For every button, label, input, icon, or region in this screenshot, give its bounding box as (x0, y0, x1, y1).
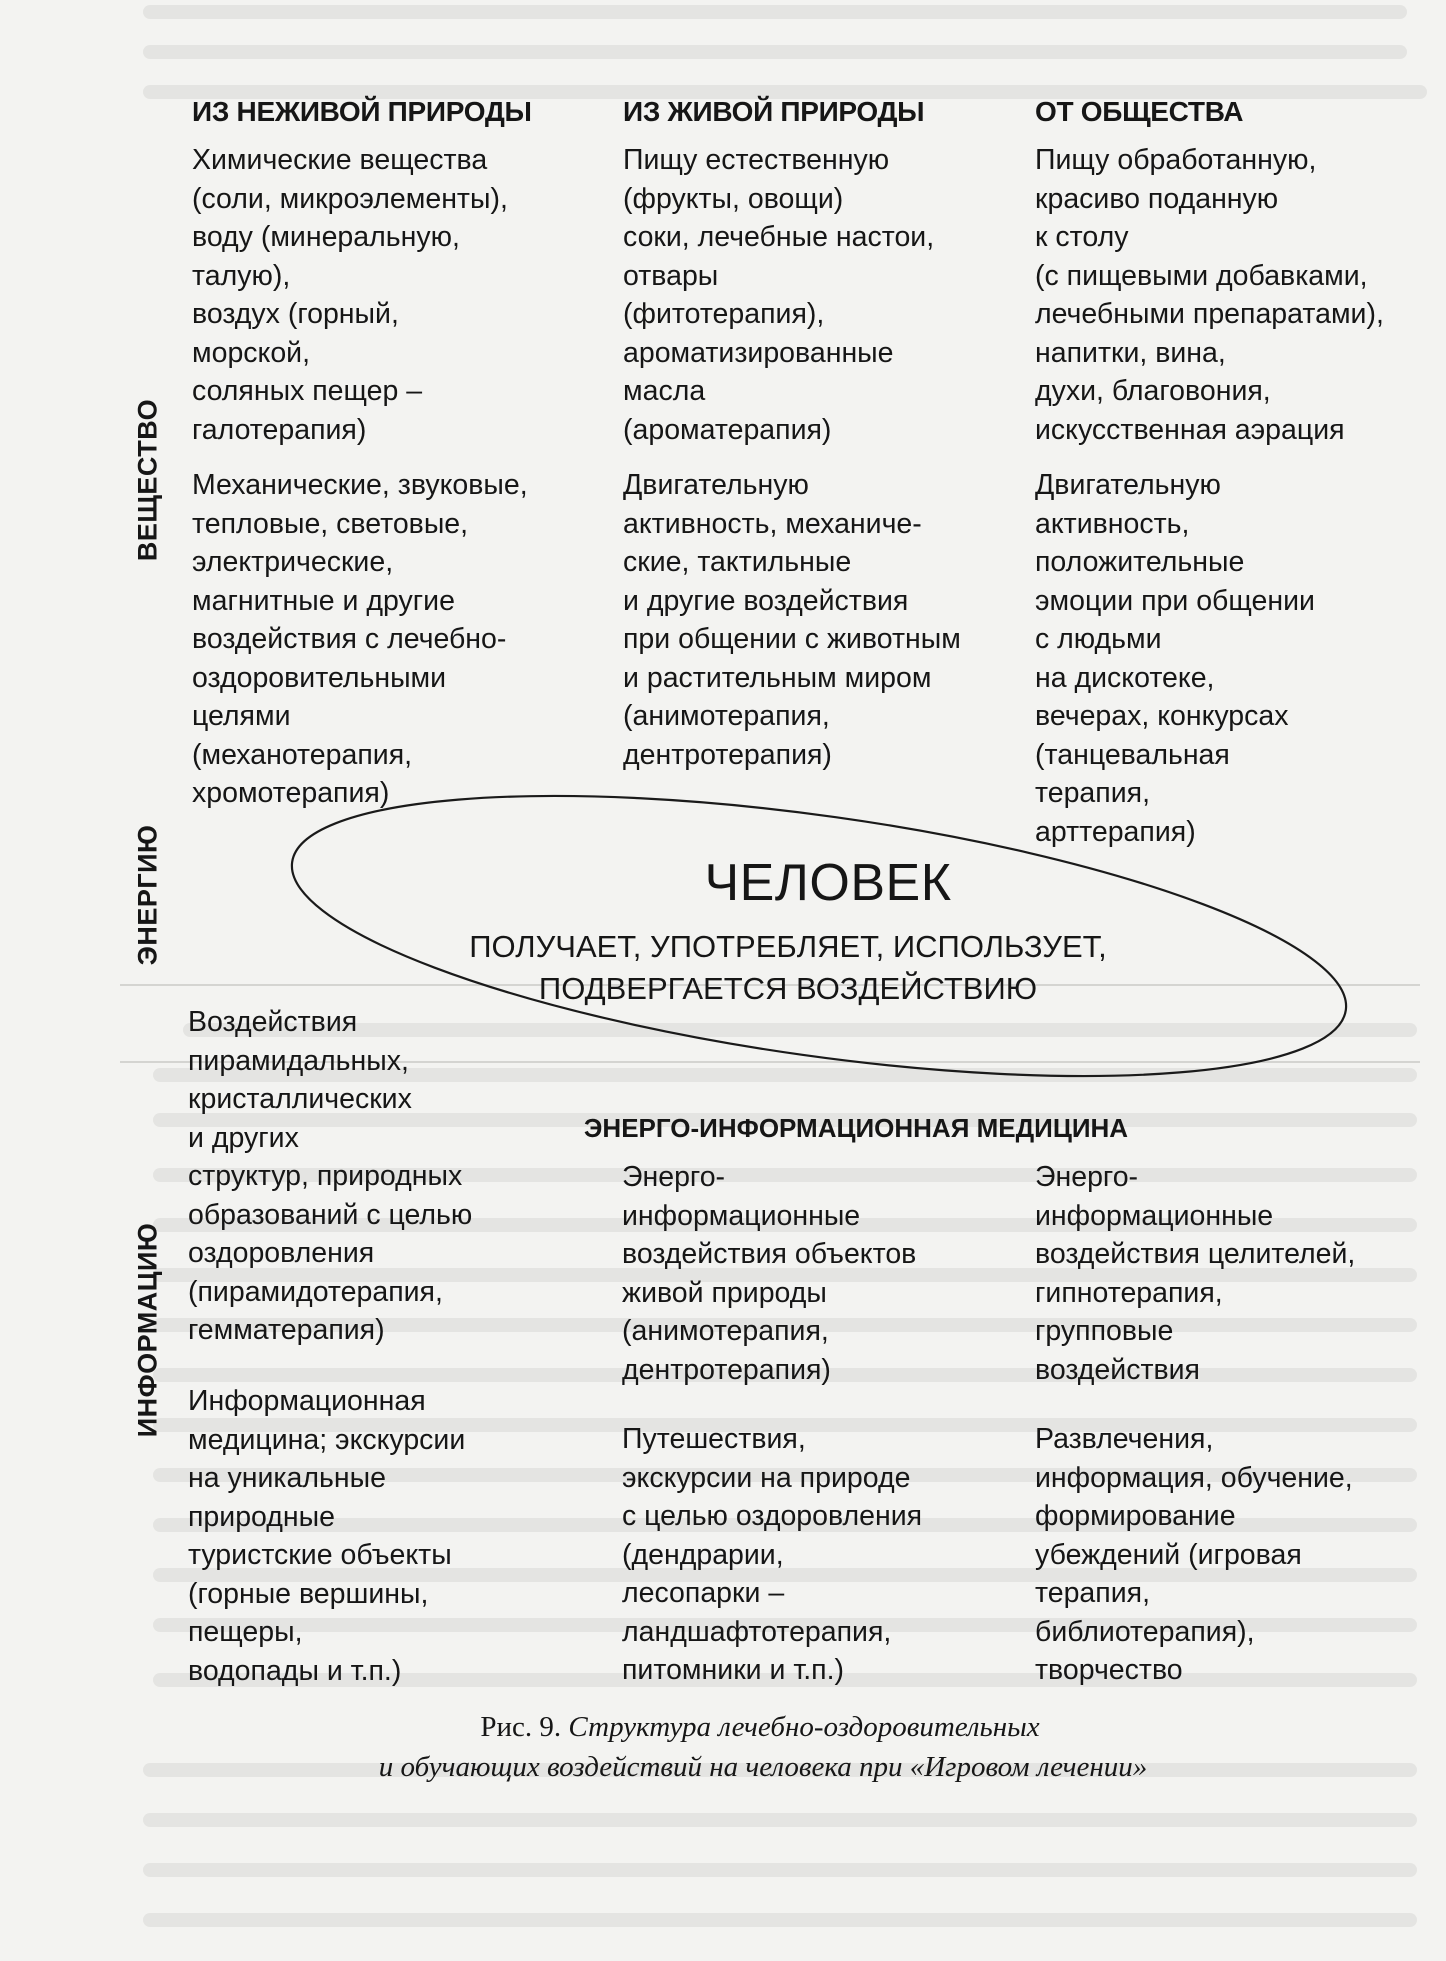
column-header-society: ОТ ОБЩЕСТВА (1035, 96, 1244, 127)
cell-info-living: Путешествия, экскурсии на природе с целью оздоровления (дендрарии, лесопарки – ландшафтотерапия, питомники и т.п.) (622, 1423, 923, 1686)
column-header-living: ИЗ ЖИВОЙ ПРИРОДЫ (623, 96, 925, 127)
row-label-energy: ЭНЕРГИЮ (132, 824, 163, 966)
cell-energy-living: Двигательную активность, механиче- ские, тактильные и другие воздействия при общении с животным и растительным миром (анимотерапия, дентротерапия) (623, 469, 961, 771)
figure-caption-prefix: Рис. 9. (480, 1711, 562, 1743)
center-title: ЧЕЛОВЕК (704, 854, 952, 912)
cell-info-nonliving: Информационная медицина; экскурсии на уникальные природные туристские объекты (горные вершины, пещеры, водопады и т.п.) (188, 1385, 466, 1687)
cell-substance-nonliving: Химические вещества (соли, микроэлементы), воду (минеральную, талую), воздух (горный, морской, соляных пещер – галотерапия) (192, 144, 508, 446)
figure-caption-line2 (379, 1747, 1148, 1787)
center-subtitle: ПОЛУЧАЕТ, УПОТРЕБЛЯЕТ, ИСПОЛЬЗУЕТ, ПОДВЕРГАЕТСЯ ВОЗДЕЙСТВИЮ (469, 929, 1107, 1006)
column-header-nonliving: ИЗ НЕЖИВОЙ ПРИРОДЫ (192, 96, 532, 127)
cell-energy-society: Двигательную активность, положительные эмоции при общении с людьми на дискотеке, вечерах, конкурсах (танцевальная терапия, арттерапия) (1035, 469, 1315, 848)
cell-energo-living: Энерго- информационные воздействия объектов живой природы (анимотерапия, дентротерапия) (622, 1161, 917, 1386)
cell-substance-society: Пищу обработанную, красиво поданную к столу (с пищевыми добавками, лечебными препаратами), напитки, вина, духи, благовония, искусственная аэрация (1035, 144, 1384, 446)
cell-energo-society: Энерго- информационные воздействия целителей, гипнотерапия, групповые воздействия (1035, 1161, 1356, 1386)
row-label-information: ИНФОРМАЦИЮ (132, 1222, 163, 1438)
row-label-substance: ВЕЩЕСТВО (132, 398, 163, 562)
cell-substance-living: Пищу естественную (фрукты, овощи) соки, лечебные настои, отвары (фитотерапия), ароматизированные масла (ароматерапия) (623, 144, 935, 446)
cell-info-society: Развлечения, информация, обучение, формирование убеждений (игровая терапия, библиотерапия), творчество (1035, 1423, 1353, 1686)
figure-caption-line1 (480, 1707, 1039, 1747)
cell-energy-nonliving: Механические, звуковые, тепловые, световые, электрические, магнитные и другие воздействия с лечебно- оздоровительными целями (механотерапия, хромотерапия) (192, 469, 528, 809)
figure-caption-title-cont: и обучающих воздействий на человека при «Игровом лечении» (378, 1751, 1148, 1783)
cell-energo-nonliving: Воздействия пирамидальных, кристаллических и других структур, природных образований с целью оздоровления (пирамидотерапия, гемматерапия) (188, 1006, 473, 1346)
figure-caption-title: Структура лечебно-оздоровительных (568, 1711, 1040, 1743)
energo-info-header: ЭНЕРГО-ИНФОРМАЦИОННАЯ МЕДИЦИНА (583, 1113, 1129, 1143)
